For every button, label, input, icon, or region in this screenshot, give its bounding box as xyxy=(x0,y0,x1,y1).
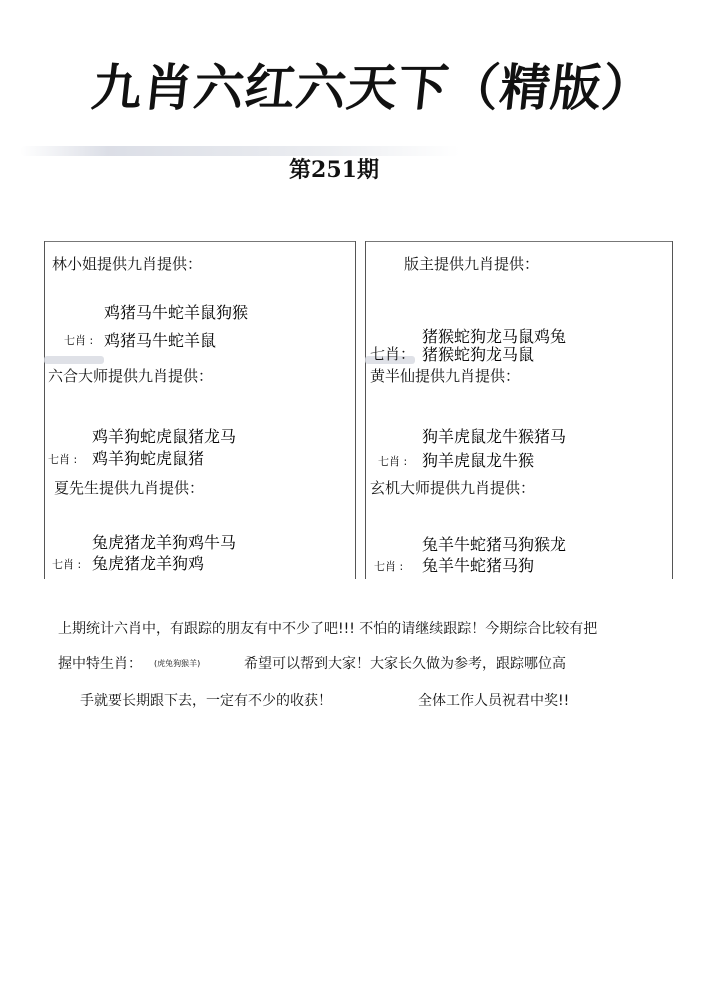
seven-zodiac-label: 七肖 : xyxy=(48,453,78,466)
nine-zodiac-list: 鸡羊狗蛇虎鼠猪龙马 xyxy=(92,427,237,446)
seven-zodiac-list: 兔羊牛蛇猪马狗 xyxy=(422,556,535,575)
footer-line-3-end: 全体工作人员祝君中奖!! xyxy=(418,693,570,709)
panel-heading: 版主提供九肖提供： xyxy=(404,255,540,273)
frame-top-right xyxy=(365,241,673,242)
nine-zodiac-list: 狗羊虎鼠龙牛猴猪马 xyxy=(422,427,567,446)
panel-heading: 六合大师提供九肖提供： xyxy=(48,367,214,385)
panel-heading: 夏先生提供九肖提供： xyxy=(54,479,205,497)
seven-zodiac-list: 兔虎猪龙羊狗鸡 xyxy=(92,554,205,573)
panel-heading: 玄机大师提供九肖提供： xyxy=(370,479,536,497)
seven-zodiac-list: 鸡羊狗蛇虎鼠猪 xyxy=(92,449,205,468)
seven-zodiac-label: 七肖 : xyxy=(378,455,408,468)
footer-line-2-end: 希望可以帮到大家！大家长久做为参考，跟踪哪位高 xyxy=(244,656,566,672)
seven-zodiac-label: 七肖 : xyxy=(64,334,94,347)
page-title: 九肖六红六天下（精版） xyxy=(88,59,657,117)
seven-zodiac-label: 七肖： xyxy=(370,345,416,363)
scan-blur xyxy=(44,356,104,364)
frame-center-left xyxy=(355,241,356,579)
nine-zodiac-list: 猪猴蛇狗龙马鼠鸡兔 xyxy=(422,327,567,346)
nine-zodiac-list: 兔羊牛蛇猪马狗猴龙 xyxy=(422,535,567,554)
panel-heading: 黄半仙提供九肖提供： xyxy=(370,367,521,385)
seven-zodiac-label: 七肖 : xyxy=(374,560,404,573)
frame-top-left xyxy=(44,241,355,242)
frame-center-right xyxy=(365,241,366,579)
nine-zodiac-list: 兔虎猪龙羊狗鸡牛马 xyxy=(92,533,237,552)
seven-zodiac-label: 七肖 : xyxy=(52,558,82,571)
nine-zodiac-list: 鸡猪马牛蛇羊鼠狗猴 xyxy=(104,303,249,322)
seven-zodiac-list: 猪猴蛇狗龙马鼠 xyxy=(422,345,535,364)
footer-line-2-start: 握中特生肖： xyxy=(58,656,142,672)
footer-line-3-start: 手就要长期跟下去，一定有不少的收获！ xyxy=(80,693,332,709)
frame-left-edge xyxy=(44,241,45,579)
footer-line-1: 上期统计六肖中，有跟踪的朋友有中不少了吧!!! 不怕的请继续跟踪！今期综合比较有把 xyxy=(58,621,598,637)
frame-right-edge xyxy=(672,241,673,579)
footer-special-zodiacs: (虎兔狗猴羊) xyxy=(154,659,201,668)
issue-number: 第251期 xyxy=(289,157,379,183)
seven-zodiac-list: 狗羊虎鼠龙牛猴 xyxy=(422,451,535,470)
seven-zodiac-list: 鸡猪马牛蛇羊鼠 xyxy=(104,331,217,350)
panel-heading: 林小姐提供九肖提供： xyxy=(52,255,203,273)
